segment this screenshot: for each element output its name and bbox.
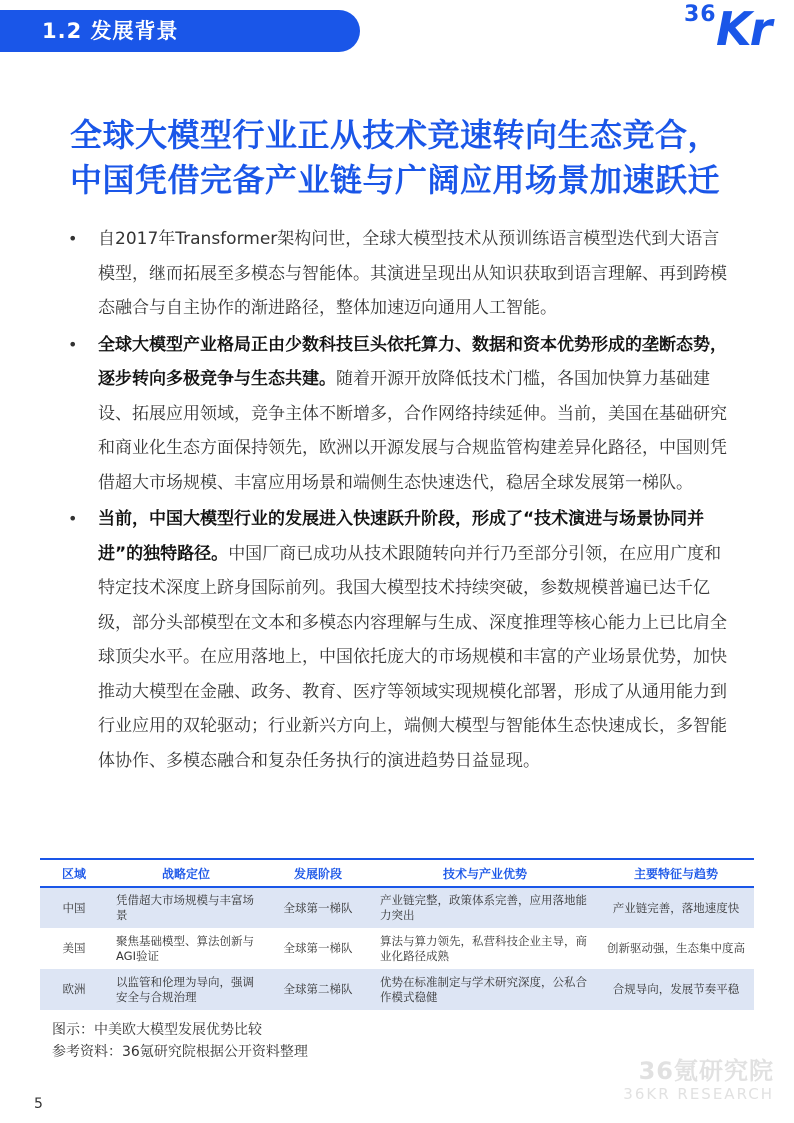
- figure-caption: [52, 1019, 308, 1063]
- cell-stage: 全球第一梯队: [283, 941, 353, 955]
- cell-trend: 合规导向，发展节奏平稳: [598, 969, 754, 1010]
- table-row: [40, 887, 754, 928]
- table-row: [40, 928, 754, 969]
- bullet-text: 自2017年Transformer架构问世，全球大模型技术从预训练语言模型迭代到大语言模型，继而拓展至多模态与智能体。其演进呈现出从知识获取到语言理解、再到跨模态融合与自主协作的渐进路径，整体加速迈向通用人工智能。: [98, 229, 727, 318]
- bullet-dot-icon: •: [68, 509, 78, 528]
- cell-advantage: 算法与算力领先，私营科技企业主导，商业化路径成熟: [380, 933, 587, 963]
- logo-kr-text: Kr: [716, 2, 771, 56]
- section-title: 1.2 发展背景: [42, 19, 179, 43]
- table-header-row: [40, 859, 754, 887]
- cell-trend: 产业链完善，落地速度快: [598, 887, 754, 928]
- bullet-dot-icon: •: [68, 229, 78, 248]
- cell-stage: 全球第一梯队: [264, 887, 372, 928]
- header-stage: 发展阶段: [264, 859, 372, 887]
- watermark-cn: 36氪研究院: [638, 1057, 774, 1085]
- watermark-en: 36KR RESEARCH: [623, 1085, 774, 1103]
- 36kr-logo: [684, 0, 794, 56]
- bullet-text: 中国厂商已成功从技术跟随转向并行乃至部分引领，在应用广度和特定技术深度上跻身国际前列。我国大模型技术持续突破，参数规模普遍已达千亿级，部分头部模型在文本和多模态内容理解与生成、深度推理等核心能力上已比肩全球顶尖水平。在应用落地上，中国依托庞大的市场规模和丰富的产业场景优势，加快推动大模型在金融、政务、教育、医疗等领域实现规模化部署，形成了从通用能力到行业应用的双轮驱动；行业新兴方向上，端侧大模型与智能体生态快速成长，多智能体协作、多模态融合和复杂任务执行的演进趋势日益显现。: [98, 543, 727, 771]
- header-region: 区域: [40, 859, 108, 887]
- cell-advantage: 产业链完整，政策体系完善，应用落地能力突出: [372, 887, 598, 928]
- cell-stage: 全球第二梯队: [264, 969, 372, 1010]
- header-trend: 主要特征与趋势: [598, 859, 754, 887]
- cell-trend: 创新驱动强，生态集中度高: [607, 941, 745, 955]
- bullet-dot-icon: •: [68, 334, 78, 354]
- header-strategy: 战略定位: [108, 859, 264, 887]
- caption-source: 参考资料：36氪研究院根据公开资料整理: [52, 1044, 308, 1060]
- caption-figure: 图示：中美欧大模型发展优势比较: [52, 1022, 262, 1038]
- bullet-bold-lead: 全球大模型产业格局正由少数科技巨头依托算力、数据和资本优势形成的垄断态势，逐步转向多极竞争与生态共建。: [98, 334, 727, 389]
- headline-line-1: 全球大模型行业正从技术竞速转向生态竞合，: [70, 116, 721, 154]
- bullet-list: [66, 222, 732, 778]
- bullet-item: [66, 502, 732, 778]
- logo-36-text: 36: [684, 2, 717, 27]
- bullet-item: [66, 222, 732, 326]
- cell-strategy: 以监管和伦理为导向，强调安全与合规治理: [108, 969, 264, 1010]
- research-watermark: [623, 1057, 774, 1103]
- section-header-bar: [0, 10, 360, 52]
- headline-line-2: 中国凭借完备产业链与广阔应用场景加速跃迁: [70, 161, 721, 199]
- cell-region: 美国: [62, 941, 86, 955]
- bullet-bold-lead: 当前，中国大模型行业的发展进入快速跃升阶段，形成了“技术演进与场景协同并进”的独特路径。: [98, 509, 705, 564]
- cell-strategy: 聚焦基础模型、算法创新与AGI验证: [116, 933, 254, 963]
- comparison-table: [40, 858, 754, 1010]
- page-number: 5: [34, 1096, 43, 1112]
- cell-region: 欧洲: [40, 969, 108, 1010]
- header-advantage: 技术与产业优势: [372, 859, 598, 887]
- page-headline: [70, 113, 750, 203]
- cell-advantage: 优势在标准制定与学术研究深度，公私合作模式稳健: [372, 969, 598, 1010]
- bullet-text: 随着开源开放降低技术门槛，各国加快算力基础建设、拓展应用领域，竞争主体不断增多，合作网络持续延伸。当前，美国在基础研究和商业化生态方面保持领先，欧洲以开源发展与合规监管构建差异化路径，中国则凭借超大市场规模、丰富应用场景和端侧生态快速迭代，稳居全球发展第一梯队。: [98, 369, 727, 493]
- bullet-item: [66, 328, 732, 501]
- cell-region: 中国: [40, 887, 108, 928]
- cell-strategy: 凭借超大市场规模与丰富场景: [108, 887, 264, 928]
- table-row: [40, 969, 754, 1010]
